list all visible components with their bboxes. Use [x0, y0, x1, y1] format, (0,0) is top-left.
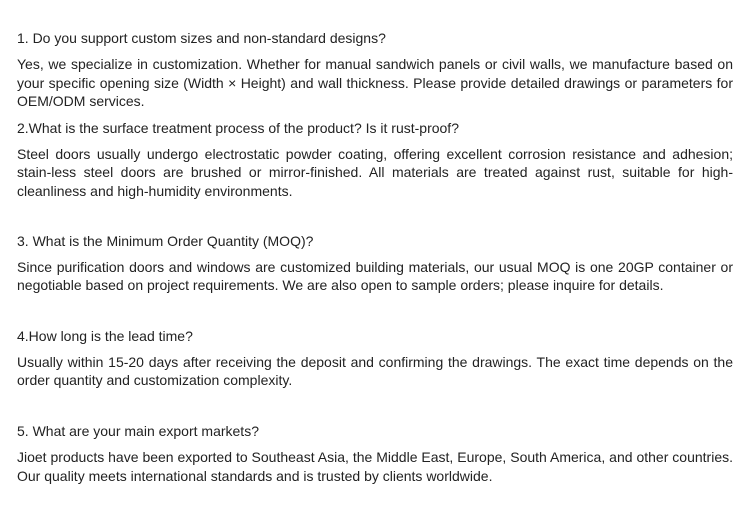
faq-question: 4.How long is the lead time?: [17, 327, 193, 344]
faq-question: 3. What is the Minimum Order Quantity (MOQ)?: [17, 232, 314, 249]
faq-item: [17, 119, 733, 201]
faq-question: 5. What are your main export markets?: [17, 422, 259, 439]
faq-answer: Steel doors usually undergo electrostatic powder coating, offering excellent corrosion resistance and adhesion; stain-less steel doors are brushed or mirror-finished. All materials are treated against rust, suitable for high-cleanliness and high-humidity environments.: [17, 145, 733, 199]
faq-answer: Jioet products have been exported to Southeast Asia, the Middle East, Europe, South America, and other countries. Our quality meets international standards and is trusted by clients worldwide.: [17, 448, 733, 484]
faq-answer: Yes, we specialize in customization. Whether for manual sandwich panels or civil walls, we manufacture based on your specific opening size (Width × Height) and wall thickness. Please provide detailed drawings or parameters for OEM/ODM services.: [17, 56, 733, 110]
faq-item: [17, 327, 733, 390]
faq-item: [17, 422, 733, 485]
faq-item: [17, 29, 733, 111]
faq-answer: Since purification doors and windows are customized building materials, our usual MOQ is one 20GP container or negotiable based on project requirements. We are also open to sample orders; please inquire for details.: [17, 258, 733, 294]
faq-answer: Usually within 15-20 days after receiving the deposit and confirming the drawings. The exact time depends on the order quantity and customization complexity.: [17, 353, 733, 389]
faq-question: 2.What is the surface treatment process of the product? Is it rust-proof?: [17, 119, 459, 136]
faq-item: [17, 232, 733, 295]
faq-question: 1. Do you support custom sizes and non-standard designs?: [17, 30, 386, 46]
